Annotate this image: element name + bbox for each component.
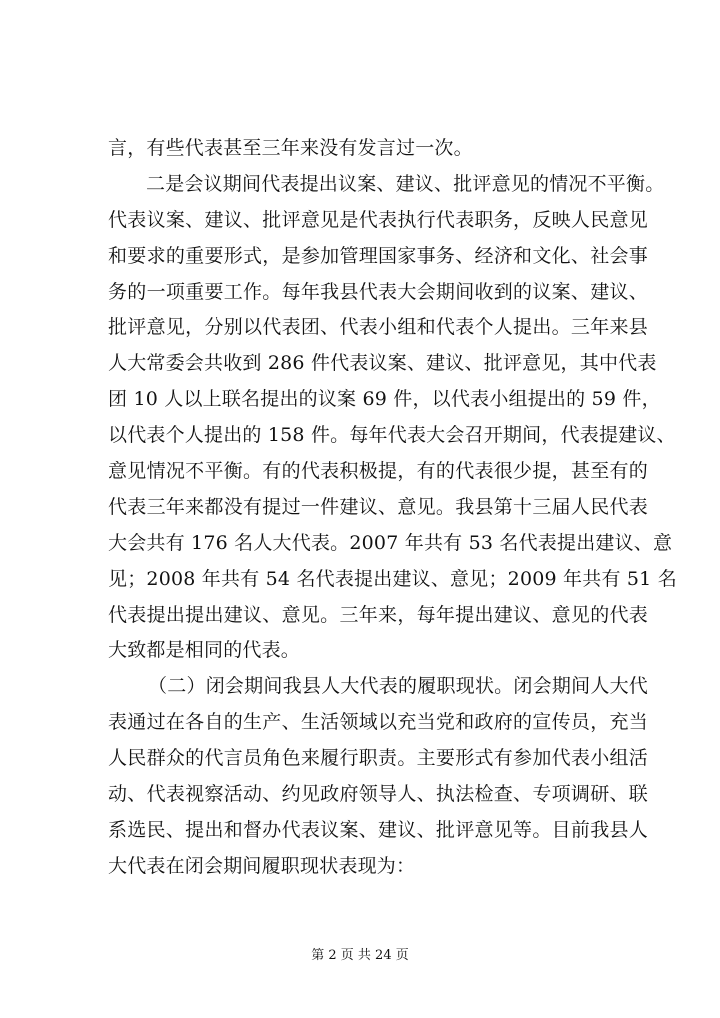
- text-line: 见；2008 年共有 54 名代表提出建议、意见；2009 年共有 51 名: [108, 567, 677, 590]
- page-footer: 第 2 页 共 24 页: [311, 948, 409, 963]
- text-line: 代表三年来都没有提过一件建议、意见。我县第十三届人民代表: [108, 495, 648, 518]
- text-line: 表通过在各自的生产、生活领域以充当党和政府的宣传员，充当: [108, 711, 648, 734]
- text-line: 团 10 人以上联名提出的议案 69 件，以代表小组提出的 59 件，: [108, 388, 661, 411]
- text-line: 务的一项重要工作。每年我县代表大会期间收到的议案、建议、: [108, 280, 648, 303]
- text-line: 言，有些代表甚至三年来没有发言过一次。: [108, 137, 473, 159]
- text-line: 以代表个人提出的 158 件。每年代表大会召开期间，代表提建议、: [108, 424, 676, 447]
- text-line: （二）闭会期间我县人大代表的履职现状。闭会期间人大代: [148, 675, 648, 698]
- paragraph: [108, 131, 648, 167]
- text-line: 代表议案、建议、批评意见是代表执行代表职务，反映人民意见: [108, 208, 648, 231]
- document-body: [108, 131, 677, 885]
- text-line: 人大常委会共收到 286 件代表议案、建议、批评意见，其中代表: [108, 352, 657, 375]
- text-line: 和要求的重要形式，是参加管理国家事务、经济和文化、社会事: [108, 244, 648, 267]
- paragraph: [108, 167, 677, 669]
- text-line: 意见情况不平衡。有的代表积极提，有的代表很少提，甚至有的: [108, 460, 648, 483]
- text-line: 人民群众的代言员角色来履行职责。主要形式有参加代表小组活: [108, 747, 648, 770]
- text-line: 代表提出提出建议、意见。三年来，每年提出建议、意见的代表: [108, 603, 648, 626]
- text-line: 大致都是相同的代表。: [108, 639, 301, 662]
- text-line: 动、代表视察活动、约见政府领导人、执法检查、专项调研、联: [108, 783, 648, 806]
- text-line: 二是会议期间代表提出议案、建议、批评意见的情况不平衡。: [146, 172, 665, 195]
- text-line: 批评意见，分别以代表团、代表小组和代表个人提出。三年来县: [108, 316, 648, 339]
- text-line: 大会共有 176 名人大代表。2007 年共有 53 名代表提出建议、意: [108, 531, 673, 554]
- text-line: 系选民、提出和督办代表议案、建议、批评意见等。目前我县人: [108, 818, 648, 841]
- paragraph: [108, 669, 648, 884]
- text-line: 大代表在闭会期间履职现状表现为：: [108, 854, 416, 877]
